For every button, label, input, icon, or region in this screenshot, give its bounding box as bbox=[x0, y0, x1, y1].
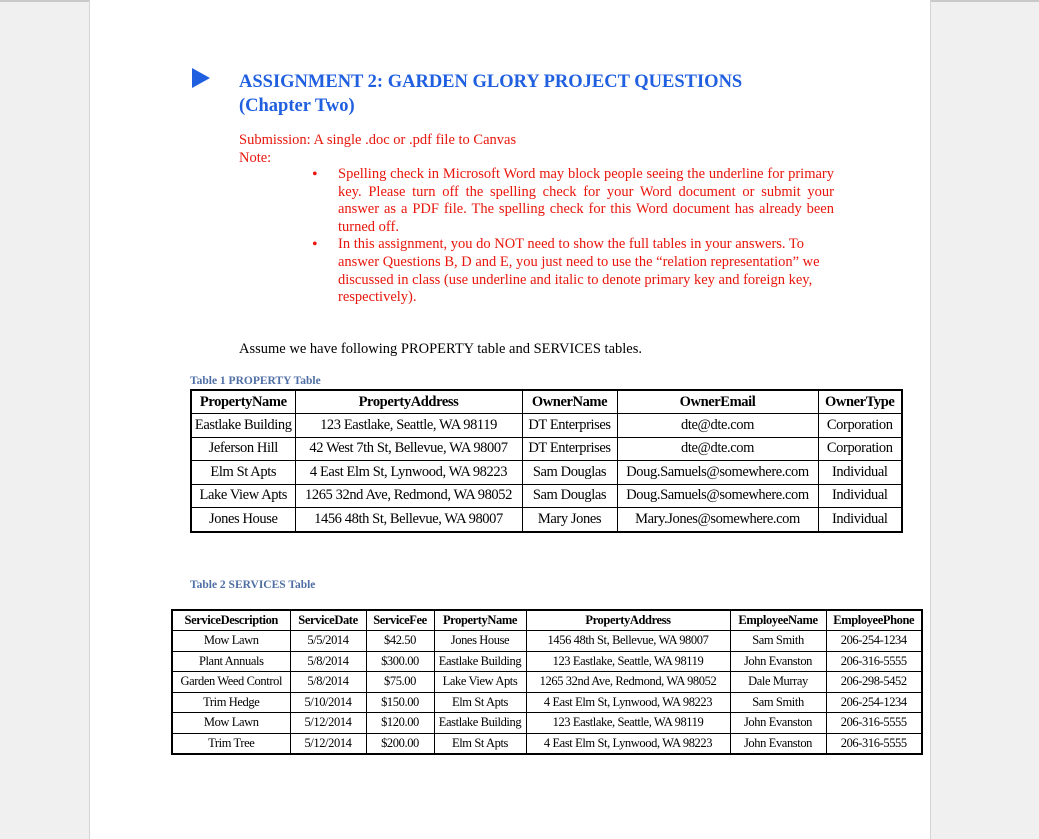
table-cell: Trim Tree bbox=[172, 733, 290, 754]
table-row bbox=[172, 713, 922, 734]
table-cell: $300.00 bbox=[366, 651, 434, 672]
column-header: ServiceFee bbox=[366, 610, 434, 631]
table-cell: Mow Lawn bbox=[172, 631, 290, 652]
column-header: EmployeePhone bbox=[826, 610, 922, 631]
table-cell: Jones House bbox=[191, 508, 295, 532]
table-cell: DT Enterprises bbox=[522, 414, 617, 438]
table-cell: John Evanston bbox=[730, 713, 826, 734]
table-cell: $120.00 bbox=[366, 713, 434, 734]
table-cell: 5/12/2014 bbox=[290, 733, 366, 754]
table-cell: 1265 32nd Ave, Redmond, WA 98052 bbox=[526, 672, 730, 693]
table-row bbox=[191, 437, 902, 461]
table-header-row bbox=[191, 390, 902, 414]
table-cell: Elm St Apts bbox=[434, 692, 526, 713]
title-line-2: (Chapter Two) bbox=[239, 96, 355, 116]
table-cell: 1456 48th St, Bellevue, WA 98007 bbox=[295, 508, 522, 532]
table-cell: Elm St Apts bbox=[191, 461, 295, 485]
column-header: PropertyName bbox=[434, 610, 526, 631]
column-header: PropertyAddress bbox=[295, 390, 522, 414]
table-row bbox=[191, 414, 902, 438]
table-cell: 5/5/2014 bbox=[290, 631, 366, 652]
table-cell: Sam Douglas bbox=[522, 484, 617, 508]
table-row bbox=[172, 631, 922, 652]
table1-caption: Table 1 PROPERTY Table bbox=[190, 375, 321, 387]
table-cell: Doug.Samuels@somewhere.com bbox=[617, 461, 818, 485]
table-cell: 4 East Elm St, Lynwood, WA 98223 bbox=[295, 461, 522, 485]
table-cell: $42.50 bbox=[366, 631, 434, 652]
table-cell: Eastlake Building bbox=[434, 713, 526, 734]
table-cell: Dale Murray bbox=[730, 672, 826, 693]
table-row bbox=[172, 672, 922, 693]
table-cell: $75.00 bbox=[366, 672, 434, 693]
table-cell: Garden Weed Control bbox=[172, 672, 290, 693]
note-label: Note: bbox=[239, 150, 272, 166]
table-cell: 5/8/2014 bbox=[290, 672, 366, 693]
play-arrow-icon bbox=[192, 68, 210, 88]
table-cell: Trim Hedge bbox=[172, 692, 290, 713]
table-cell: Jones House bbox=[434, 631, 526, 652]
table-cell: 5/10/2014 bbox=[290, 692, 366, 713]
table-cell: 4 East Elm St, Lynwood, WA 98223 bbox=[526, 733, 730, 754]
table-cell: 42 West 7th St, Bellevue, WA 98007 bbox=[295, 437, 522, 461]
table-cell: Eastlake Building bbox=[434, 651, 526, 672]
table-cell: Mow Lawn bbox=[172, 713, 290, 734]
table-cell: Mary Jones bbox=[522, 508, 617, 532]
table-cell: Lake View Apts bbox=[191, 484, 295, 508]
table-cell: Sam Smith bbox=[730, 631, 826, 652]
table-cell: dte@dte.com bbox=[617, 414, 818, 438]
table-row bbox=[172, 692, 922, 713]
table2-caption: Table 2 SERVICES Table bbox=[190, 579, 316, 591]
table-header-row bbox=[172, 610, 922, 631]
table-cell: 4 East Elm St, Lynwood, WA 98223 bbox=[526, 692, 730, 713]
column-header: OwnerName bbox=[522, 390, 617, 414]
table-cell: Mary.Jones@somewhere.com bbox=[617, 508, 818, 532]
table-cell: John Evanston bbox=[730, 733, 826, 754]
table-cell: DT Enterprises bbox=[522, 437, 617, 461]
property-table bbox=[190, 389, 903, 533]
table-cell: Jeferson Hill bbox=[191, 437, 295, 461]
column-header: ServiceDescription bbox=[172, 610, 290, 631]
table-cell: 1456 48th St, Bellevue, WA 98007 bbox=[526, 631, 730, 652]
table-row bbox=[172, 733, 922, 754]
table-cell: Eastlake Building bbox=[191, 414, 295, 438]
table-cell: $150.00 bbox=[366, 692, 434, 713]
table-cell: 206-316-5555 bbox=[826, 651, 922, 672]
table-row bbox=[191, 461, 902, 485]
table-cell: Individual bbox=[818, 461, 902, 485]
table-row bbox=[191, 484, 902, 508]
table-cell: Corporation bbox=[818, 437, 902, 461]
column-header: OwnerEmail bbox=[617, 390, 818, 414]
submission-text: Submission: A single .doc or .pdf file to Canvas bbox=[239, 132, 517, 148]
table-cell: 206-316-5555 bbox=[826, 733, 922, 754]
assume-text: Assume we have following PROPERTY table and SERVICES tables. bbox=[239, 341, 642, 357]
document-page[interactable] bbox=[89, 0, 931, 839]
table-cell: Sam Douglas bbox=[522, 461, 617, 485]
table-cell: $200.00 bbox=[366, 733, 434, 754]
table-cell: Doug.Samuels@somewhere.com bbox=[617, 484, 818, 508]
note-bullet-list bbox=[312, 166, 834, 307]
table-cell: 5/12/2014 bbox=[290, 713, 366, 734]
table-row bbox=[191, 508, 902, 532]
table-cell: Lake View Apts bbox=[434, 672, 526, 693]
column-header: PropertyAddress bbox=[526, 610, 730, 631]
table-cell: 5/8/2014 bbox=[290, 651, 366, 672]
table-cell: 206-316-5555 bbox=[826, 713, 922, 734]
table-cell: 123 Eastlake, Seattle, WA 98119 bbox=[526, 651, 730, 672]
table-cell: 123 Eastlake, Seattle, WA 98119 bbox=[295, 414, 522, 438]
table-cell: 206-254-1234 bbox=[826, 631, 922, 652]
table-cell: 206-254-1234 bbox=[826, 692, 922, 713]
table-cell: dte@dte.com bbox=[617, 437, 818, 461]
table-cell: Elm St Apts bbox=[434, 733, 526, 754]
column-header: ServiceDate bbox=[290, 610, 366, 631]
table-cell: Individual bbox=[818, 484, 902, 508]
table-cell: Individual bbox=[818, 508, 902, 532]
table-cell: 206-298-5452 bbox=[826, 672, 922, 693]
column-header: PropertyName bbox=[191, 390, 295, 414]
note-bullet-spelling: • Spelling check in Microsoft Word may block people seeing the underline for primary key. Please turn off the spelling check for your Word document or submit your answer as a PDF file. The spelling check for this Word document has already been turned off. bbox=[312, 166, 834, 236]
table-row bbox=[172, 651, 922, 672]
document-title bbox=[239, 70, 839, 118]
note-bullet-relation: • In this assignment, you do NOT need to show the full tables in your answers. To answer Questions B, D and E, you just need to use the “relation representation” we discussed in class (use underline and italic to denote primary key and foreign key, respectively). bbox=[312, 236, 834, 306]
table-cell: 123 Eastlake, Seattle, WA 98119 bbox=[526, 713, 730, 734]
column-header: OwnerType bbox=[818, 390, 902, 414]
services-table bbox=[171, 609, 923, 755]
title-line-1: ASSIGNMENT 2: GARDEN GLORY PROJECT QUESTIONS bbox=[239, 72, 743, 92]
table-cell: Plant Annuals bbox=[172, 651, 290, 672]
column-header: EmployeeName bbox=[730, 610, 826, 631]
table-cell: Corporation bbox=[818, 414, 902, 438]
table-cell: Sam Smith bbox=[730, 692, 826, 713]
table-cell: 1265 32nd Ave, Redmond, WA 98052 bbox=[295, 484, 522, 508]
table-cell: John Evanston bbox=[730, 651, 826, 672]
